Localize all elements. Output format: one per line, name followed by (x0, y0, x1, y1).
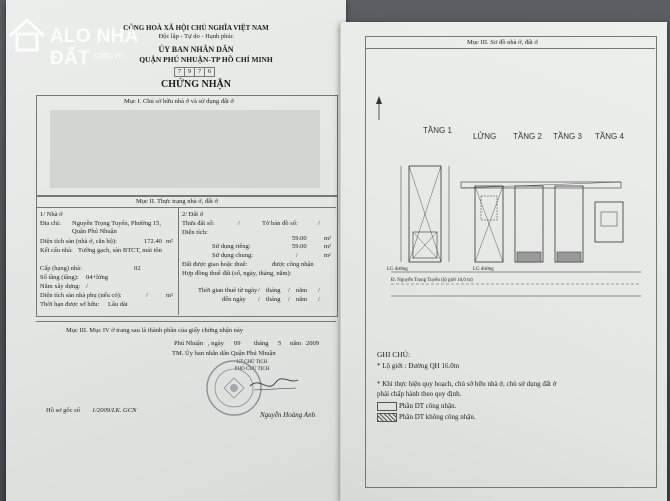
floor-label-mezzanine: LỬNG (473, 132, 497, 141)
ownership-term-label: Thời hạn được sở hữu: (40, 301, 100, 308)
sheet-value: / (318, 220, 320, 227)
lease-to-year: / (318, 296, 320, 303)
shared-use-label: Sử dụng chung: (212, 252, 254, 259)
legend-unrecognized-swatch (377, 413, 397, 422)
watermark-brand: ALO NHÀ ĐẤT (50, 26, 139, 69)
shared-use-value: / (296, 252, 298, 259)
street-caption: Đ. Nguyễn Trọng Tuyển (lộ giới 16,0 m) (391, 278, 473, 283)
floors-label: Số tầng (tầng): (40, 274, 79, 281)
aux-area-label: Diện tích sàn nhà phụ (nếu có): (40, 292, 122, 299)
certificate-left-page (6, 0, 346, 501)
serial-digit: 9 (184, 67, 195, 77)
date-month-label: tháng (254, 340, 269, 347)
private-use-label: Sử dụng riêng: (212, 243, 251, 250)
notes-heading: GHI CHÚ: (377, 350, 411, 359)
issue-place: Phú Nhuận (174, 340, 204, 347)
lease-to-label: đến ngày (222, 296, 246, 303)
floor-area-unit: m² (166, 238, 174, 245)
motto: Độc lập - Tự do - Hạnh phúc (158, 33, 234, 40)
land-heading: 2/ Đất ở (182, 211, 204, 218)
divider (365, 48, 655, 49)
lease-to-month-label: tháng (266, 296, 281, 303)
footer-note: Mục III. Mục IV ở trang sau là thành phần của giấy chứng nhận này (66, 327, 244, 334)
plot-value: / (238, 220, 240, 227)
origin-file-number: 1/2009/LK. GCN (92, 407, 137, 414)
lease-from-year-label: năm (296, 287, 308, 294)
status-section-heading: Mục II. Thực trạng nhà ở, đất ở (136, 198, 218, 205)
address-label: Địa chỉ: (40, 220, 61, 227)
date-year: 2009 (306, 340, 319, 347)
divider (36, 207, 336, 208)
date-day: 09 (234, 340, 241, 347)
certificate-title: CHỨNG NHẬN (161, 79, 231, 90)
diagram-section-heading: Mục III. Sơ đồ nhà ở, đất ở (467, 39, 538, 46)
lease-from-year: / (318, 287, 320, 294)
floor-area-label: Diện tích sàn (nhà ở, căn hộ): (40, 238, 117, 245)
aux-area-value: / (146, 292, 148, 299)
floor-label-2: TẦNG 2 (513, 132, 542, 141)
floor-label-1: TẦNG 1 (423, 126, 452, 135)
floor-label-3: TẦNG 3 (553, 132, 582, 141)
ownership-term-value: Lâu dài (108, 301, 128, 308)
republic-heading: CỘNG HOÀ XÃ HỘI CHỦ NGHĨA VIỆT NAM (123, 24, 269, 32)
street-label-top-2: LG đường (473, 267, 494, 272)
plot-label: Thửa đất số: (182, 220, 215, 227)
year-label: Năm xây dựng: (40, 283, 81, 290)
lease-from-month-label: tháng (266, 287, 281, 294)
grade-value: 02 (134, 265, 141, 272)
land-area-unit: m² (324, 235, 332, 242)
sheet-label: Tờ bản đồ số: (262, 220, 298, 227)
private-use-unit: m² (324, 243, 332, 250)
private-use-value: 59.00 (292, 243, 307, 250)
house-logo-icon (6, 12, 48, 54)
divider (36, 321, 336, 322)
structure-value: Tường gạch, sàn BTCT, mái tôn (78, 247, 162, 254)
grade-label: Cấp (hạng) nhà: (40, 265, 82, 272)
serial-digit: 6 (204, 67, 215, 77)
house-heading: 1/ Nhà ở (40, 211, 63, 218)
redacted-owner-info (50, 110, 320, 188)
lease-to-year-label: năm (296, 296, 308, 303)
land-area-label: Diện tích: (182, 229, 208, 236)
note-planning: * Khi thực hiện quy hoạch, chủ sở hữu nhà ở, chủ sử dụng đất ở (377, 380, 557, 388)
serial-digit: 7 (174, 67, 185, 77)
note-planning-2: phải chấp hành theo quy định. (377, 390, 462, 398)
address-value-2: Quận Phú Nhuận (72, 228, 117, 235)
origin-file-label: Hồ sơ gốc số (46, 407, 80, 414)
structure-label: Kết cấu nhà: (40, 247, 73, 254)
lease-to-month: / (288, 296, 290, 303)
signer-organization: TM. Ủy ban nhân dân Quận Phú Nhuận (172, 350, 276, 357)
lease-from-month: / (288, 287, 290, 294)
floor-area-value: 172.40 (144, 238, 162, 245)
note-road-boundary: * Lộ giới : Đường QH 16.0m (377, 362, 460, 370)
signer-role: KT.CHỦ TỊCH (236, 360, 268, 365)
legend-recognized-label: Phần DT công nhận. (399, 402, 457, 410)
date-month: 5 (278, 340, 282, 347)
divider (178, 207, 179, 315)
signer-name: Nguyễn Hoàng Anh (260, 411, 316, 419)
date-day-label: , ngày (208, 340, 224, 347)
street-label-top: LG đường (387, 267, 408, 272)
signer-role-2: PHÓ CHỦ TỊCH (234, 367, 270, 372)
committee-heading: ỦY BAN NHÂN DÂN (158, 45, 234, 54)
shared-use-unit: m² (324, 252, 332, 259)
allocation-value: được công nhận (272, 261, 314, 268)
lease-contract-label: Hợp đồng thuê đất (số, ngày, tháng, năm): (182, 270, 292, 277)
lease-from-label: Thời gian thuê từ ngày (198, 287, 258, 294)
land-area-value: 59.00 (292, 235, 307, 242)
district-heading: QUẬN PHÚ NHUẬN-TP HỒ CHÍ MINH (139, 55, 273, 64)
lease-from-day: / (258, 287, 260, 294)
address-value: Nguyễn Trọng Tuyển, Phường 15, (72, 220, 161, 227)
date-year-label: năm (290, 340, 302, 347)
floor-label-4: TẦNG 4 (595, 132, 624, 141)
allocation-label: Đất được giao hoặc thuê: (182, 261, 248, 268)
serial-digit: 7 (194, 67, 205, 77)
floors-value: 04+lửng (86, 274, 108, 281)
certificate-right-page (340, 22, 667, 501)
watermark (0, 0, 160, 70)
legend-unrecognized-label: Phần DT không công nhận. (399, 413, 476, 421)
legend-recognized-swatch (377, 402, 397, 411)
lease-to-day: / (258, 296, 260, 303)
watermark-domain: .com.vn (92, 50, 124, 60)
owner-section-heading: Mục I. Chủ sở hữu nhà ở và sử dụng đất ở (124, 98, 234, 105)
aux-area-unit: m² (166, 292, 174, 299)
year-value: / (86, 283, 88, 290)
